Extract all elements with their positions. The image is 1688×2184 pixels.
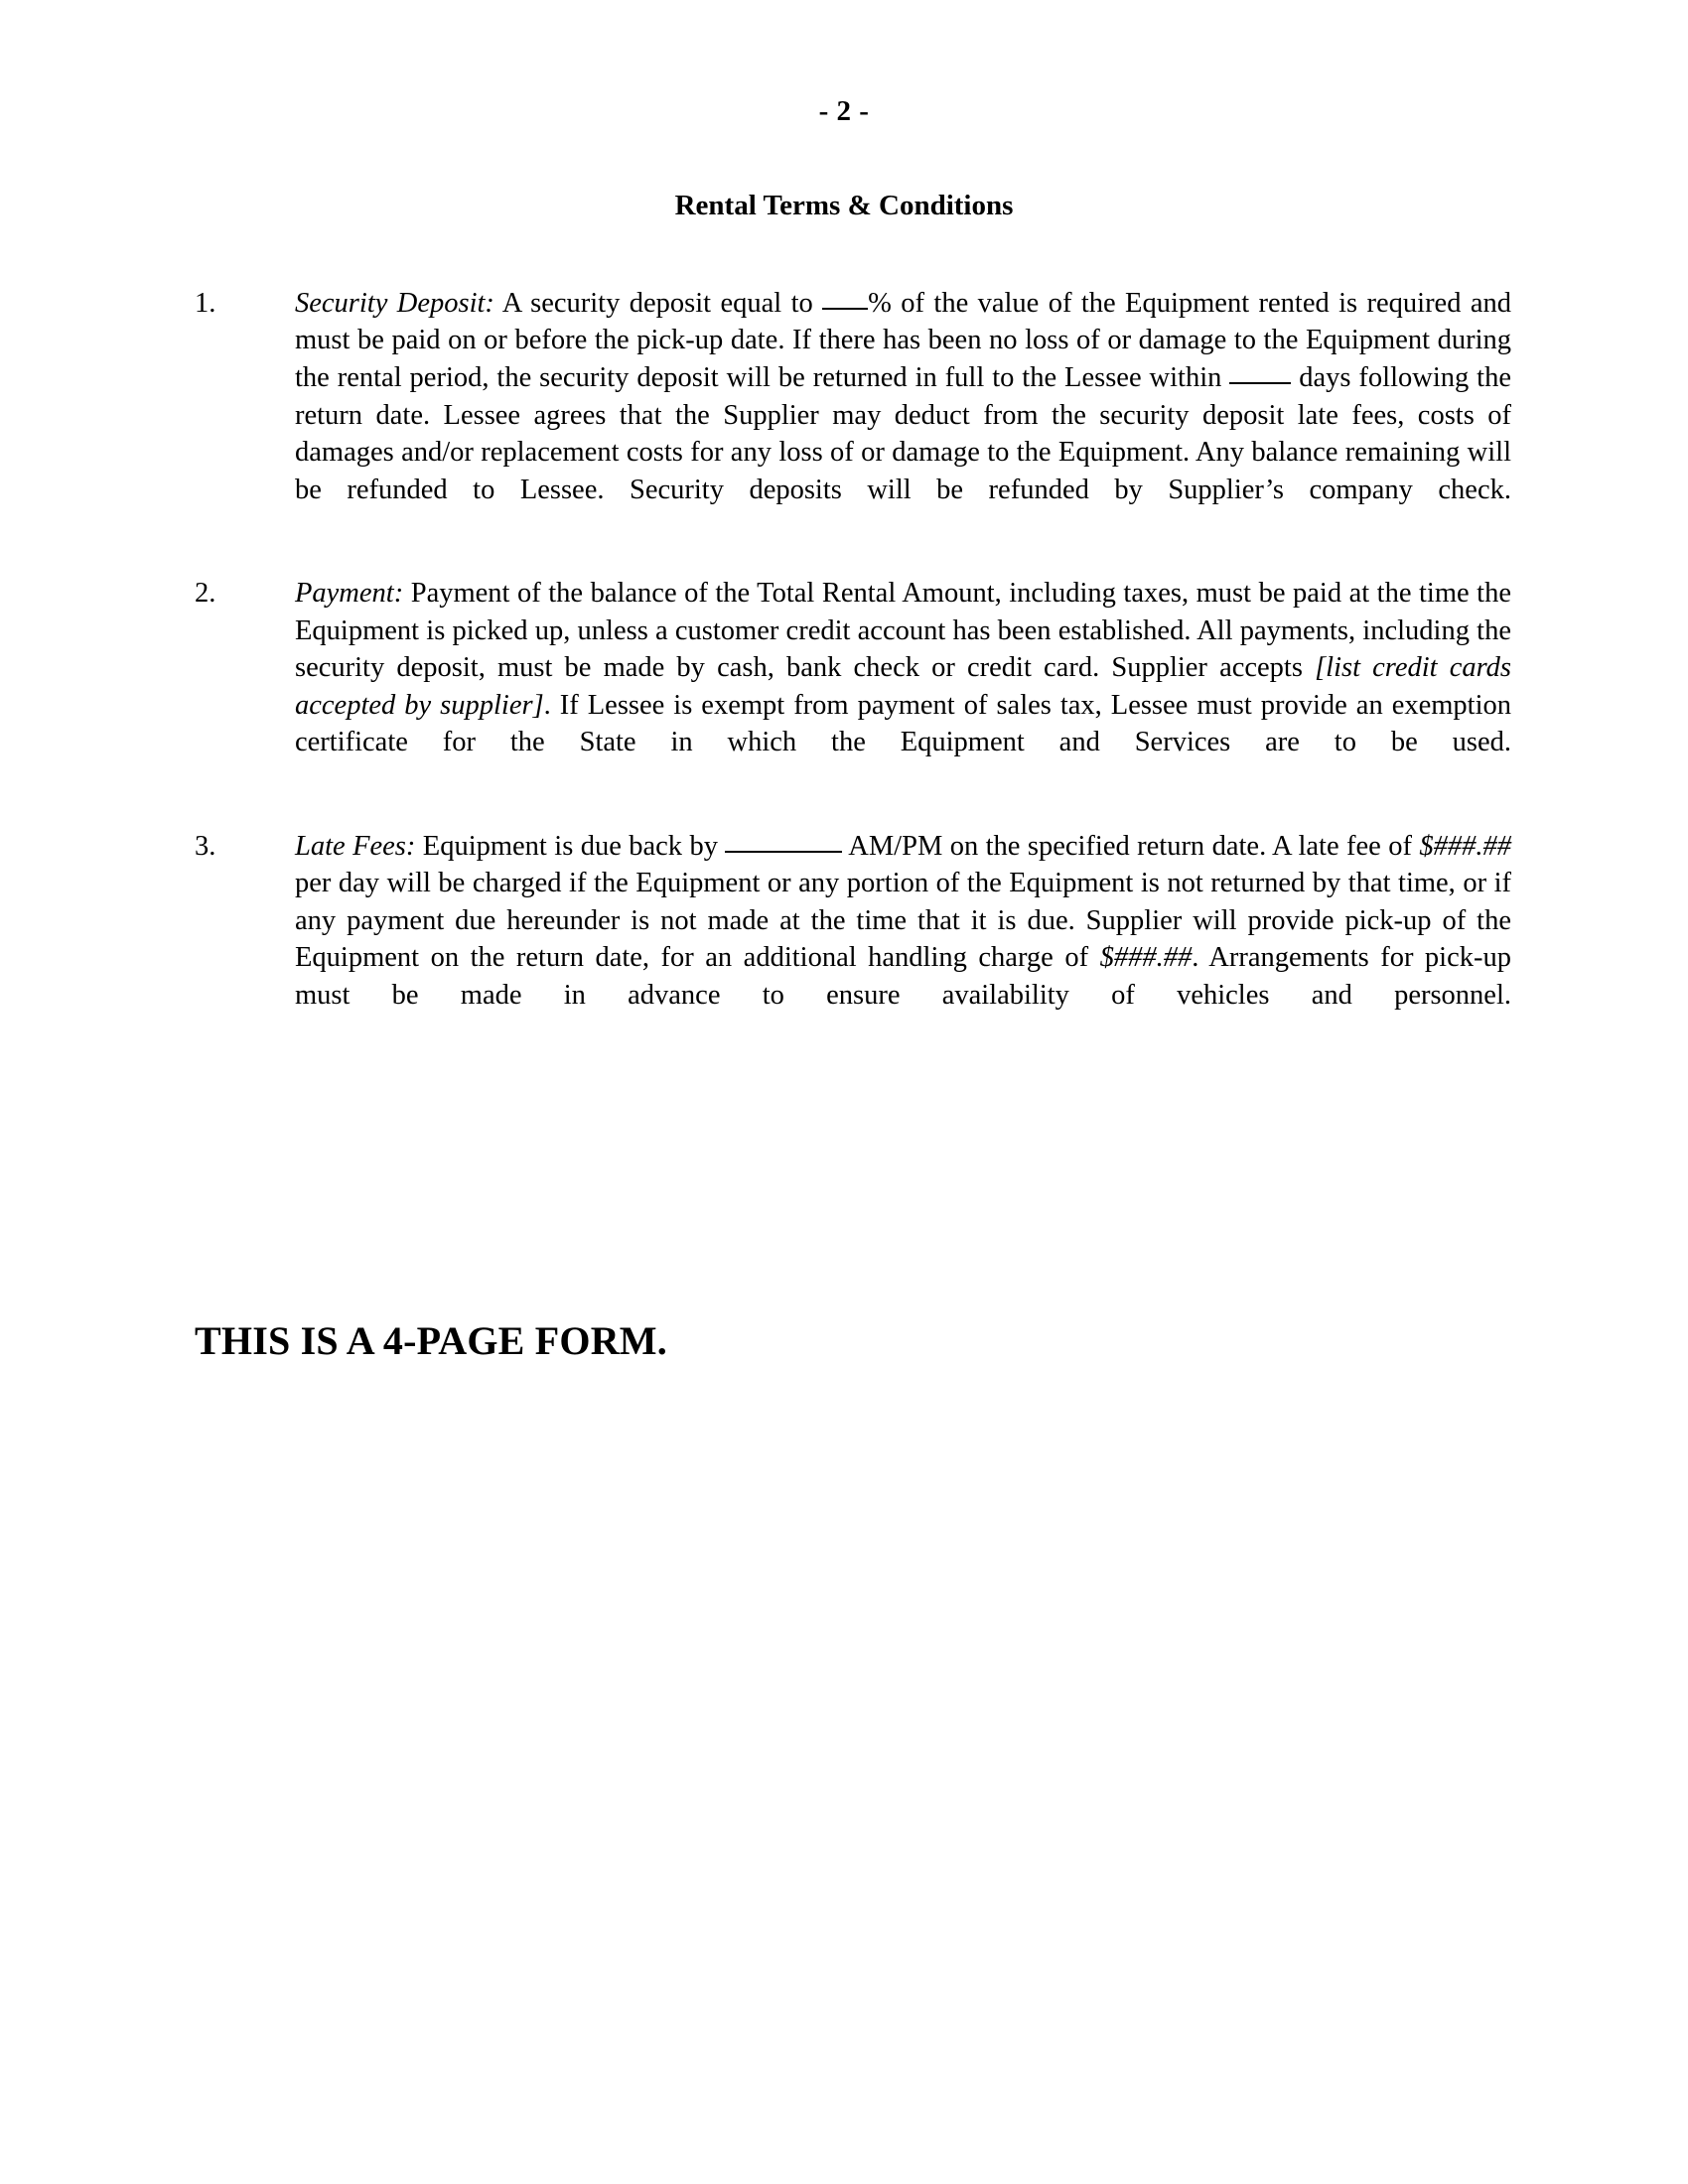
clause-text-segment: % of the value of the Equipment rented is required and must be paid on or before the pick-up date. If there has been no loss of or damage to the Equipment during the rental period, the security deposit will be returned in full to the Lessee within <box>295 287 1511 393</box>
page-number: - 2 - <box>818 95 870 127</box>
clause-text-segment: Payment of the balance of the Total Rental Amount, including taxes, must be paid at the time the Equipment is picked up, unless a customer credit account has been established. All payments, including the security deposit, must be made by cash, bank check or credit card. Supplier accepts <box>295 577 1511 684</box>
italic-placeholder-credit-cards: [list credit cards accepted by supplier] <box>295 652 1511 721</box>
clause-item-security-deposit <box>195 285 1511 546</box>
clause-heading: Payment: <box>295 577 404 609</box>
clause-text-segment: . Arrangements for pick-up must be made in advance to ensure availability of vehicles and personnel. <box>295 942 1511 1011</box>
clause-item-payment <box>195 575 1511 799</box>
clause-text-segment: days following the return date. Lessee agrees that the Supplier may deduct from the security deposit late fees, costs of damages and/or replacement costs for any loss of or damage to the Equipment. Any balance remaining will be refunded to Lessee. Security deposits will be refunded by Supplier’s company check. <box>295 361 1511 505</box>
clause-text-segment: . If Lessee is exempt from payment of sales tax, Lessee must provide an exemption certificate for the State in which the Equipment and Services are to be used. <box>295 689 1511 758</box>
late-fee-amount: $###.## <box>1419 830 1511 862</box>
clause-number: 2. <box>195 577 216 609</box>
clause-heading: Late Fees: <box>295 830 416 862</box>
clause-number: 3. <box>195 830 216 862</box>
clause-list <box>0 285 1688 1051</box>
clause-text-segment: per day will be charged if the Equipment or any portion of the Equipment is not returned by that time, or if any payment due hereunder is not made at the time that it is due. Supplier will provide pick-up of the Equipment on the return date, for an additional handling charge of <box>295 868 1511 974</box>
clause-text <box>295 575 1511 799</box>
fill-in-blank-time[interactable] <box>725 851 842 853</box>
clause-heading: Security Deposit: <box>295 287 494 319</box>
clause-text <box>295 285 1511 546</box>
handling-charge-amount: $###.## <box>1099 942 1193 974</box>
fill-in-blank-percent[interactable] <box>822 308 868 310</box>
clause-text <box>295 828 1511 1052</box>
clause-item-late-fees <box>195 828 1511 1052</box>
clause-number: 1. <box>195 287 216 319</box>
page-title: Rental Terms & Conditions <box>674 190 1014 221</box>
clause-text-segment: Equipment is due back by <box>415 830 726 862</box>
form-length-note: THIS IS A 4-PAGE FORM. <box>195 1318 667 1364</box>
clause-text-segment: AM/PM on the specified return date. A late fee of <box>842 830 1420 862</box>
clause-text-segment: A security deposit equal to <box>493 287 823 319</box>
fill-in-blank-days[interactable] <box>1229 382 1291 384</box>
